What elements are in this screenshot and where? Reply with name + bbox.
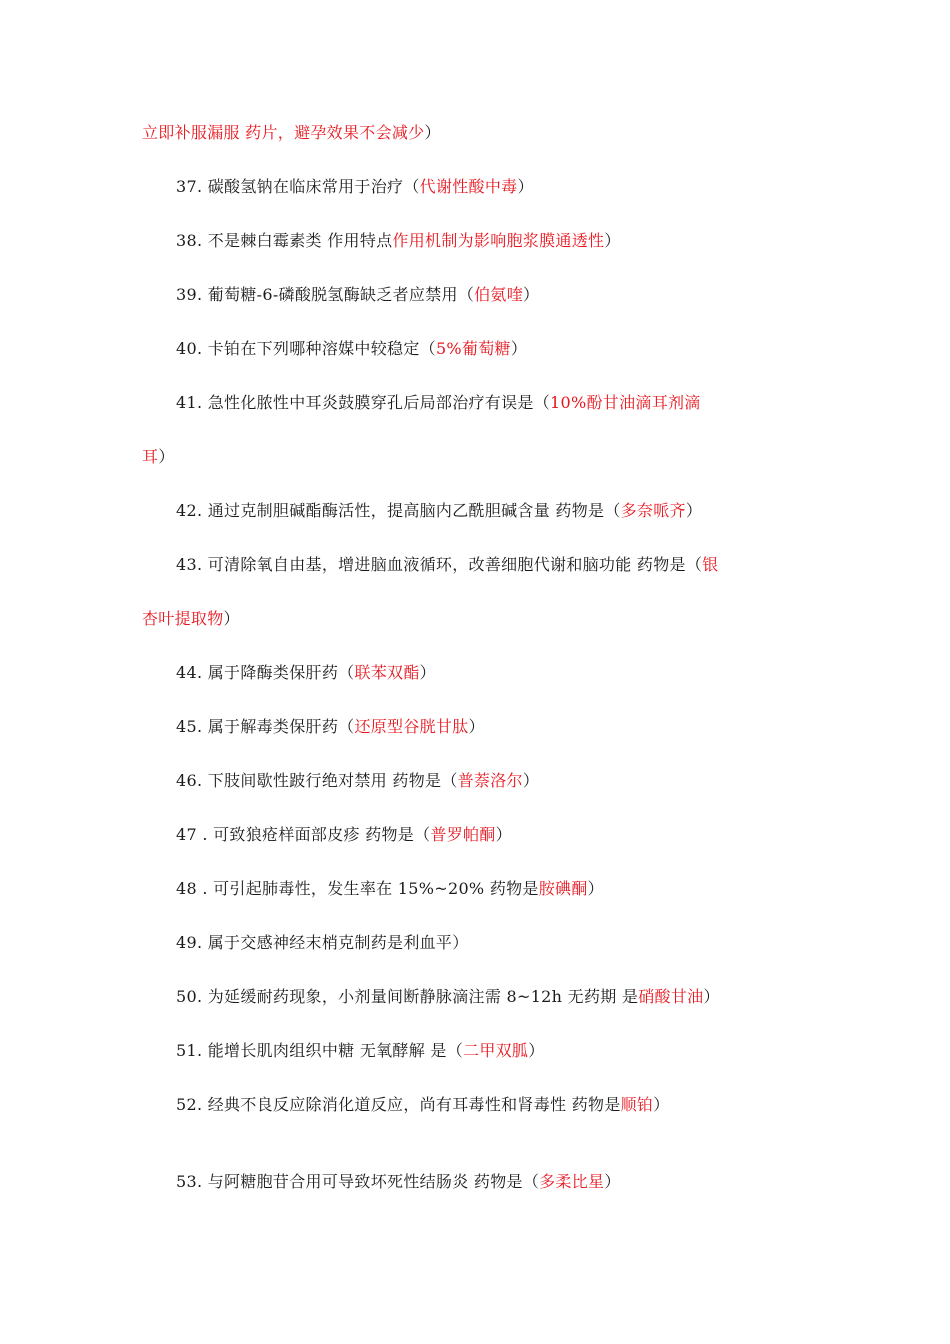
question-text: 48 . 可引起肺毒性，发生率在 15%~20% 药物是 <box>176 879 539 898</box>
answer-text: 普萘洛尔 <box>457 771 523 790</box>
question-text: 52. 经典不良反应除消化道反应，尚有耳毒性和肾毒性 药物是 <box>176 1095 621 1114</box>
question-text: ） <box>685 501 703 520</box>
answer-text: 立即补服漏服 药片，避孕效果不会减少 <box>142 123 425 142</box>
answer-text: 还原型谷胱甘肽 <box>354 717 469 736</box>
question-text: ） <box>510 339 528 358</box>
question-text: ） <box>517 177 534 196</box>
question-text: 47 . 可致狼疮样面部皮疹 药物是（ <box>176 825 431 844</box>
question-41 <box>176 392 701 414</box>
answer-text: 多奈哌齐 <box>620 501 686 520</box>
answer-text: 顺铂 <box>620 1095 654 1114</box>
question-48 <box>176 878 604 900</box>
question-text: 37. 碳酸氢钠在临床常用于治疗（ <box>176 177 420 196</box>
answer-text: 硝酸甘油 <box>638 987 704 1006</box>
question-text: 46. 下肢间歇性跛行绝对禁用 药物是（ <box>176 771 458 790</box>
answer-text: 作用机制为影响胞浆膜通透性 <box>392 231 605 250</box>
question-text: 43. 可清除氧自由基，增进脑血液循环，改善细胞代谢和脑功能 药物是（ <box>176 555 703 574</box>
answer-text: 代谢性酸中毒 <box>419 177 518 196</box>
question-46 <box>176 770 539 792</box>
question-52 <box>176 1094 670 1116</box>
text-line-continuation <box>142 122 441 144</box>
question-42 <box>176 500 702 522</box>
answer-text: 银 <box>702 555 719 574</box>
question-37 <box>176 176 534 198</box>
answer-text: 二甲双胍 <box>463 1041 529 1060</box>
question-text: 51. 能增长肌肉组织中糖 无氧酵解 是（ <box>176 1041 464 1060</box>
question-text: ） <box>495 825 512 844</box>
question-41-continuation <box>142 446 175 468</box>
question-43 <box>176 554 718 576</box>
question-text: ） <box>522 771 540 790</box>
question-43-continuation <box>142 608 240 630</box>
answer-text: 联苯双酯 <box>354 663 420 682</box>
answer-text: 耳 <box>142 447 159 466</box>
answer-text: 10%酚甘油滴耳剂滴 <box>550 393 701 412</box>
question-45 <box>176 716 485 738</box>
question-38 <box>176 230 621 252</box>
question-text: 49. 属于交感神经末梢克制药是利血平） <box>176 933 469 952</box>
question-text: ） <box>703 987 720 1006</box>
question-text: 44. 属于降酶类保肝药（ <box>176 663 355 682</box>
question-text: 42. 通过克制胆碱酯酶活性，提高脑内乙酰胆碱含量 药物是（ <box>176 501 621 520</box>
question-47 <box>176 824 512 846</box>
question-text: 41. 急性化脓性中耳炎鼓膜穿孔后局部治疗有误是（ <box>176 393 551 412</box>
answer-text: 普罗帕酮 <box>430 825 496 844</box>
question-text: 45. 属于解毒类保肝药（ <box>176 717 355 736</box>
question-text: ） <box>604 1172 621 1191</box>
answer-text: 多柔比星 <box>539 1172 605 1191</box>
question-text: 50. 为延缓耐药现象，小剂量间断静脉滴注需 8~12h 无药期 是 <box>176 987 639 1006</box>
question-text: ） <box>419 663 436 682</box>
answer-text: 杏叶提取物 <box>142 609 224 628</box>
question-49 <box>176 932 469 954</box>
question-text: 38. 不是棘白霉素类 作用特点 <box>176 231 393 250</box>
question-text: ） <box>587 879 604 898</box>
question-51 <box>176 1040 545 1062</box>
question-text: 39. 葡萄糖-6-磷酸脱氢酶缺乏者应禁用（ <box>176 285 475 304</box>
question-40 <box>176 338 527 360</box>
question-text: ） <box>523 285 540 304</box>
question-39 <box>176 284 539 306</box>
question-53 <box>176 1171 621 1193</box>
question-text: ） <box>468 717 485 736</box>
question-text: ） <box>424 123 441 142</box>
question-text: 53. 与阿糖胞苷合用可导致坏死性结肠炎 药物是（ <box>176 1172 540 1191</box>
answer-text: 伯氨喹 <box>474 285 524 304</box>
question-text: ） <box>604 231 621 250</box>
question-text: ） <box>223 609 240 628</box>
answer-text: 胺碘酮 <box>538 879 588 898</box>
question-50 <box>176 986 720 1008</box>
question-text: ） <box>158 447 175 466</box>
question-text: 40. 卡铂在下列哪种溶媒中较稳定（ <box>176 339 436 358</box>
question-text: ） <box>653 1095 670 1114</box>
answer-text: 5%葡萄糖 <box>435 339 511 358</box>
question-44 <box>176 662 436 684</box>
question-text: ） <box>528 1041 545 1060</box>
